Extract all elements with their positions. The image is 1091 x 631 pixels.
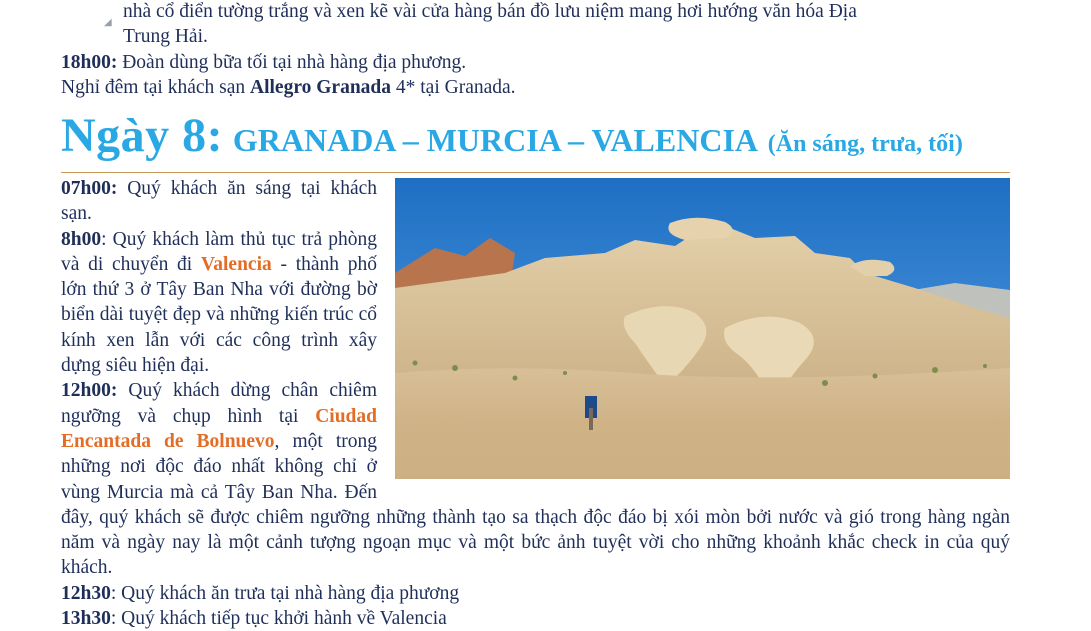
item-text: Đoàn dùng bữa tối tại nhà hàng địa phương. bbox=[117, 51, 467, 73]
overnight-prefix: Nghỉ đêm tại khách sạn bbox=[61, 76, 250, 98]
attraction-highlight: Ciudad Encantada de Bolnuevo bbox=[61, 405, 377, 452]
intro-line-2: Trung Hải. bbox=[123, 26, 208, 48]
time-label: 18h00: bbox=[61, 51, 118, 73]
evening-item bbox=[61, 50, 1010, 75]
eroded-sandstone-image bbox=[395, 178, 1010, 479]
item-text-before: Quý khách dừng chân chiêm ngưỡng và chụp hình tại bbox=[61, 380, 377, 427]
time-label: 12h30 bbox=[61, 582, 111, 604]
time-label: 12h00: bbox=[61, 380, 118, 402]
item-text-before: : Quý khách làm thủ tục trả phòng và di chuyển đi bbox=[61, 228, 377, 275]
item-text: : Quý khách tiếp tục khởi hành về Valencia bbox=[110, 608, 447, 630]
overnight-item bbox=[61, 75, 1010, 100]
day-heading bbox=[61, 106, 1010, 166]
schedule-item-5 bbox=[61, 606, 1010, 631]
item-text-after: , một trong những nơi độc đáo nhất không chỉ ở vùng Murcia mà cả Tây Ban Nha. Đến đây, quý khách sẽ được chiêm ngưỡng những thành tạo sa thạch độc đáo bị xói mòn bởi nước và gió trong hàng ngàn năm và ngày nay là một cảnh tượng ngoạn mục và một bức ảnh tuyệt vời cho những khoảnh khắc check in của quý khách. bbox=[61, 430, 1010, 579]
time-label: 07h00: bbox=[61, 178, 118, 199]
bolnuevo-photo bbox=[395, 178, 1010, 479]
item-text: Quý khách ăn sáng tại khách sạn. bbox=[61, 178, 377, 225]
day-route: GRANADA – MURCIA – VALENCIA bbox=[232, 122, 758, 159]
time-label: 13h30 bbox=[61, 608, 111, 630]
day-8-body bbox=[61, 176, 1010, 631]
destination-highlight: Valencia bbox=[200, 253, 272, 275]
intro-line-1: nhà cổ điển tường trắng và xen kẽ vài cửa hàng bán đồ lưu niệm mang hơi hướng văn hóa Địa bbox=[123, 1, 857, 22]
day-number: Ngày 8: bbox=[61, 109, 224, 163]
day-meals: (Ăn sáng, trưa, tối) bbox=[767, 131, 963, 158]
document-page bbox=[61, 0, 1010, 166]
time-label: 8h00 bbox=[61, 228, 102, 250]
schedule-item-4 bbox=[61, 581, 1010, 606]
intro-paragraph bbox=[61, 0, 1010, 50]
item-text: : Quý khách ăn trưa tại nhà hàng địa phương bbox=[110, 582, 460, 604]
heading-divider bbox=[61, 172, 1010, 173]
item-text-after: - thành phố lớn thứ 3 ở Tây Ban Nha với đường bờ biển dài tuyệt đẹp và những kiến trúc cổ kính xen lẫn với các công trình xây dựng siêu hiện đại. bbox=[61, 253, 377, 377]
list-marker-icon: ◢ bbox=[104, 17, 112, 28]
hotel-name: Allegro Granada bbox=[250, 76, 392, 98]
overnight-suffix: 4* tại Granada. bbox=[391, 76, 516, 98]
